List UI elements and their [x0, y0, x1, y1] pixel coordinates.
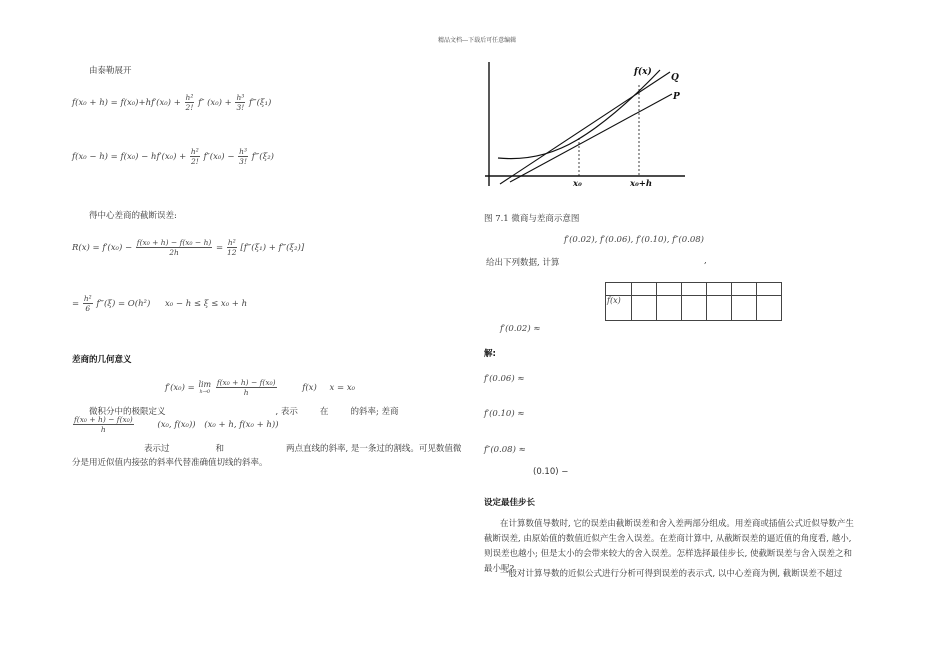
- step-size-paragraph-2: 一般对计算导数的近似公式进行分析可得到误差的表示式, 以中心差商为例, 截断误差不超过: [500, 569, 843, 579]
- table-cell: [632, 296, 657, 321]
- step-size-paragraph-1: 在计算数值导数时, 它的误差由截断误差和舍入差两部分组成。用差商或插值公式近似导数产生截断误差, 由原始值的数值近似产生舍入误差。在差商计算中, 从截断误差的逼近值的角度看, 越小, 则误差也越小; 但是太小的会带来较大的舍入误差。怎样选择最佳步长, 使截断误差与舍入误差之和最小呢?: [484, 519, 854, 574]
- solution-label: 解:: [484, 349, 496, 359]
- x0h-label: x₀+h: [630, 179, 653, 189]
- table-cell: [657, 296, 682, 321]
- section-title-step-size: 设定最佳步长: [484, 498, 536, 508]
- given-comma: ,: [704, 256, 707, 266]
- table-cell: [682, 296, 707, 321]
- table-cell: [682, 283, 707, 296]
- p-label: P: [673, 92, 680, 102]
- table-cell: [757, 283, 782, 296]
- truncation-label: 得中心差商的截断误差:: [89, 211, 177, 221]
- figure-derivative-diagram: [480, 58, 692, 192]
- difference-quotient-eq: $\frac{\text{f(x₀ + h) − f(x₀)}}{h}$ (x₀, f(x₀)) (x₀ + h, f(x₀ + h)): [74, 415, 279, 434]
- taylor-eq-1: f(x₀ + h) = f(x₀)+hf′(x₀) + $\frac{\text{h²}}{2!}$ f″ (x₀) + $\frac{\text{h³}}{3!}$ f‴(ξ₁): [72, 93, 272, 112]
- table-cell: [757, 296, 782, 321]
- geometry-line-1: 微积分中的极限定义 , 表示 在 的斜率; 差商: [89, 407, 399, 417]
- big-o-eq: = $\frac{\text{h²}}{6}$ f‴(ξ) = O(h²) x₀ − h ≤ ξ ≤ x₀ + h: [72, 294, 248, 313]
- tangent-line-p: [510, 94, 672, 182]
- table-row-label: f(x): [606, 296, 632, 321]
- target-derivatives-eq: f′(0.02), f′(0.06), f′(0.10), f″(0.08): [564, 235, 704, 245]
- x0-label: x₀: [573, 179, 582, 189]
- table-row-x: [606, 283, 782, 296]
- estimate-1: f′(0.02) ≈: [500, 324, 541, 334]
- data-table: [605, 282, 782, 321]
- secant-line-q: [500, 72, 670, 184]
- geometry-line-2: 表示过 和 两点直线的斜率, 是一条过的割线。可见数值微: [144, 444, 462, 454]
- table-cell: [707, 296, 732, 321]
- estimate-3: f′(0.10) ≈: [484, 409, 525, 419]
- taylor-eq-2: f(x₀ − h) = f(x₀) − hf′(x₀) + $\frac{\text{h²}}{2!}$ f″(x₀) − $\frac{\text{h³}}{3!}$ f‴(ξ₂): [72, 147, 274, 166]
- figure-caption: 图 7.1 微商与差商示意图: [484, 214, 580, 224]
- curve-label: f(x): [634, 67, 652, 77]
- table-row-fx: [606, 296, 782, 321]
- section-title-geometry: 差商的几何意义: [72, 355, 132, 365]
- geometry-line-3: 分是用近似值内接弦的斜率代替准确值切线的斜率。: [72, 458, 268, 468]
- given-text: 给出下列数据, 计算: [486, 258, 560, 268]
- estimate-2: f′(0.06) ≈: [484, 374, 525, 384]
- table-cell: [657, 283, 682, 296]
- table-cell: [632, 283, 657, 296]
- table-cell: [732, 296, 757, 321]
- estimate-4: f″(0.08) ≈: [484, 445, 526, 455]
- table-cell: [732, 283, 757, 296]
- truncation-eq: R(x) = f′(x₀) − $\frac{\text{f(x₀ + h) − f(x₀ − h)}}{2h}$ = $\frac{\text{h²}}{12}$ [f‴(ξ₁) + f‴(ξ₂)]: [72, 238, 305, 257]
- table-cell: [707, 283, 732, 296]
- equation-number: (0.10) −: [533, 467, 569, 477]
- page-header: 精品文档---下载后可任意编辑: [438, 37, 517, 44]
- q-label: Q: [671, 73, 679, 83]
- derivative-limit-eq: f′(x₀) = lim h→0 $\frac{\text{f(x₀ + h) − f(x₀)}}{h}$ f(x) x = x₀: [165, 378, 356, 397]
- table-cell: [606, 283, 632, 296]
- intro-text: 由泰勒展开: [89, 66, 132, 76]
